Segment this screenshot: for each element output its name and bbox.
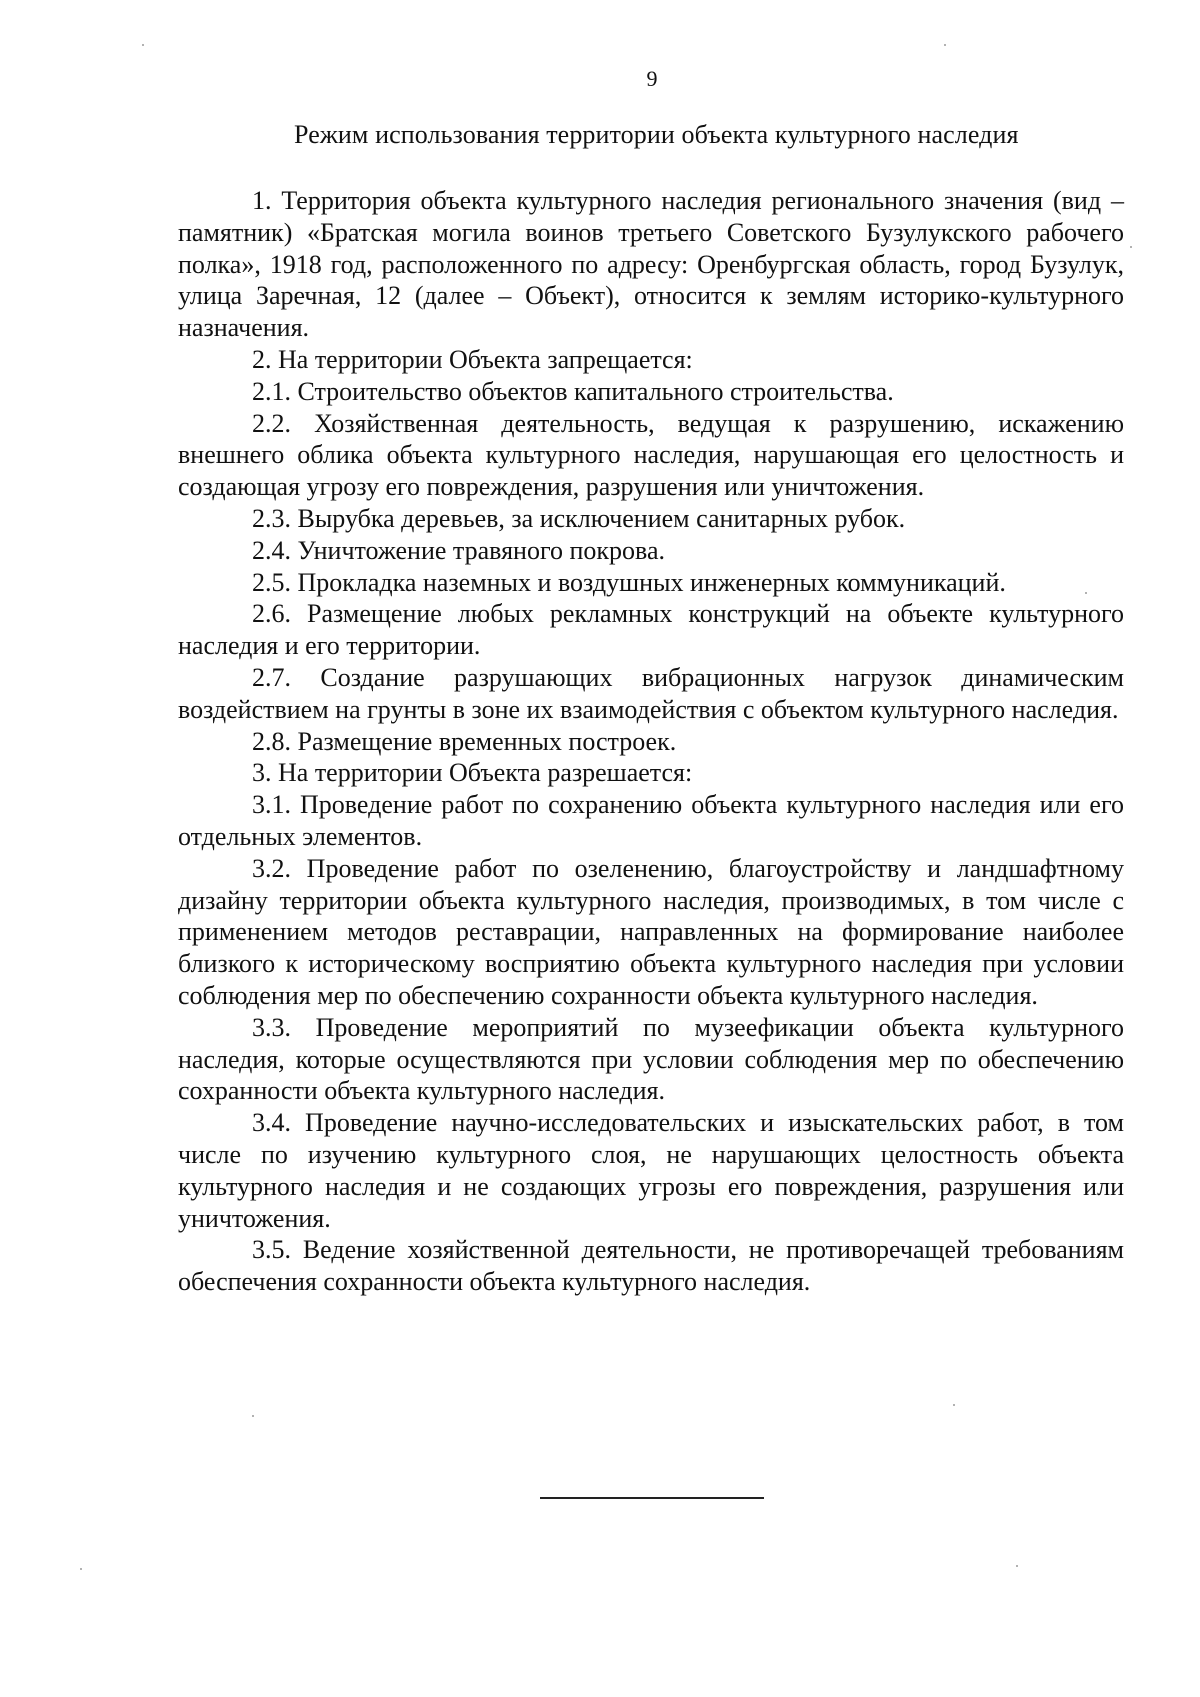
paragraph-3-2: 3.2. Проведение работ по озеленению, благоустройству и ландшафтному дизайну территории объекта культурного наследия, производимых, в том числе с применением методов реставрации, направленных на формирование наиболее близкого к историческому восприятию объекта культурного наследия при условии соблюдения мер по обеспечению сохранности объекта культурного наследия. <box>178 853 1124 1010</box>
paragraph-2-8: 2.8. Размещение временных построек. <box>252 726 677 756</box>
scan-speck <box>142 44 144 46</box>
paragraph-2-5: 2.5. Прокладка наземных и воздушных инженерных коммуникаций. <box>252 567 1006 597</box>
paragraph-3-1: 3.1. Проведение работ по сохранению объекта культурного наследия или его отдельных элементов. <box>178 790 1124 851</box>
paragraph-2-7: 2.7. Создание разрушающих вибрационных нагрузок динамическим воздействием на грунты в зоне их взаимодействия с объектом культурного наследия. <box>178 662 1124 724</box>
scan-speck <box>1016 1565 1018 1567</box>
scan-speck <box>944 44 946 46</box>
document-title: Режим использования территории объекта культурного наследия <box>294 120 1019 149</box>
paragraph-3-3: 3.3. Проведение мероприятий по музеефикации объекта культурного наследия, которые осуществляются при условии соблюдения мер по обеспечению сохранности объекта культурного наследия. <box>178 1012 1124 1106</box>
paragraph-3-5: 3.5. Ведение хозяйственной деятельности, не противоречащей требованиям обеспечения сохранности объекта культурного наследия. <box>178 1235 1124 1297</box>
scan-speck <box>953 1404 955 1406</box>
paragraph-2-6: 2.6. Размещение любых рекламных конструкций на объекте культурного наследия и его территории. <box>178 599 1124 661</box>
page-number: 9 <box>646 66 658 91</box>
closing-separator-line <box>540 1497 764 1499</box>
scan-speck <box>252 1415 254 1417</box>
paragraph-3-4: 3.4. Проведение научно-исследовательских и изыскательских работ, в том числе по изучению культурного слоя, не нарушающих целостность объекта культурного наследия и не создающих угрозы его повреждения, разрушения или уничтожения. <box>178 1108 1124 1233</box>
paragraph-2-2: 2.2. Хозяйственная деятельность, ведущая к разрушению, искажению внешнего облика объекта культурного наследия, нарушающая его целостность и создающая угрозу его повреждения, разрушения или уничтожения. <box>178 408 1124 502</box>
paragraph-2: 2. На территории Объекта запрещается: <box>252 344 693 374</box>
paragraph-1: 1. Территория объекта культурного наследия регионального значения (вид – памятник) «Братская могила воинов третьего Советского Бузулукского рабочего полка», 1918 год, расположенного по адресу: Оренбургская область, город Бузулук, улица Заречная, 12 (далее – Объект), относится к землям историко-культурного назначения. <box>178 186 1124 343</box>
scan-speck <box>80 1568 82 1570</box>
paragraph-3: 3. На территории Объекта разрешается: <box>252 758 693 788</box>
document-body <box>178 185 1124 1298</box>
scan-speck <box>1130 246 1132 248</box>
paragraph-2-3: 2.3. Вырубка деревьев, за исключением санитарных рубок. <box>252 503 906 533</box>
scan-speck <box>1085 592 1087 594</box>
paragraph-2-4: 2.4. Уничтожение травяного покрова. <box>252 535 665 565</box>
paragraph-2-1: 2.1. Строительство объектов капитального строительства. <box>252 376 894 406</box>
